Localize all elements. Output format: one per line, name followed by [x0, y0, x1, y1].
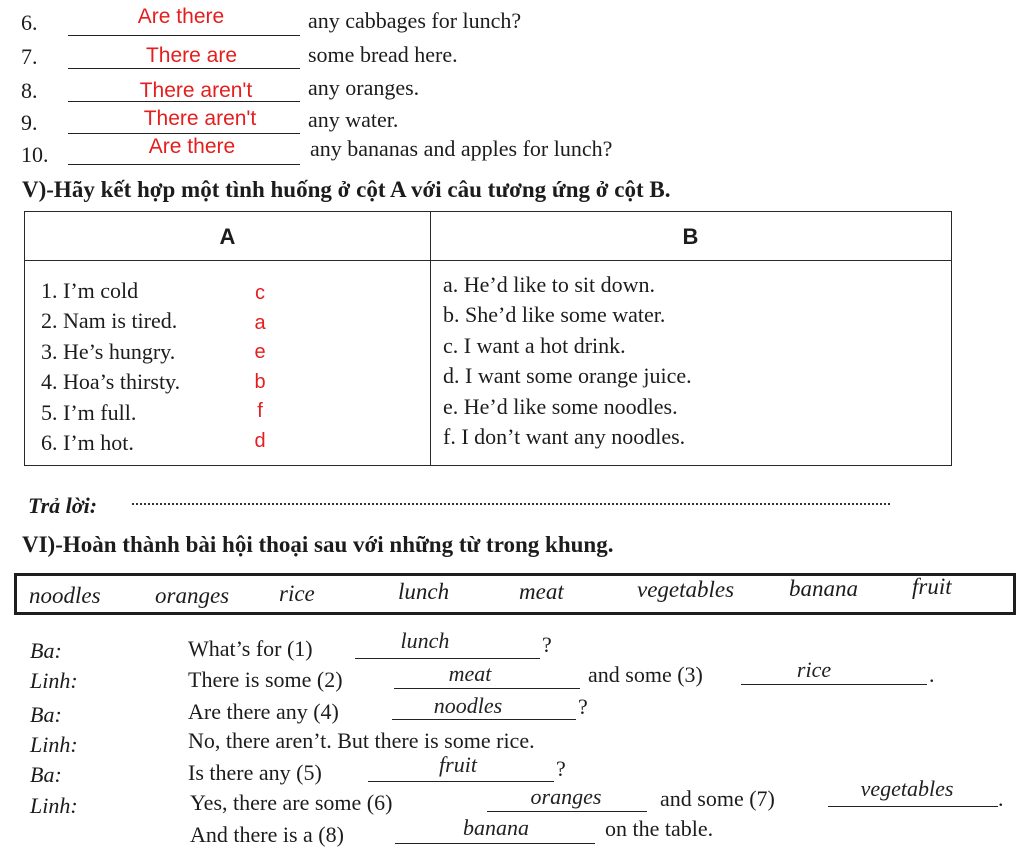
sentence-text: any water.: [308, 107, 399, 132]
matching-table: [24, 211, 952, 466]
item-number: 7.: [21, 44, 38, 69]
dialogue-blank[interactable]: [394, 688, 580, 689]
sentence-text: some bread here.: [308, 42, 458, 67]
list-item: c. I want a hot drink.: [443, 332, 626, 358]
dialogue-blank[interactable]: [487, 811, 647, 812]
sentence-text: any oranges.: [308, 75, 420, 100]
answer-blank[interactable]: [68, 68, 300, 69]
list-item: d. I want some orange juice.: [443, 363, 692, 389]
handwritten-answer: rice: [796, 657, 832, 682]
dialogue-text: and some (3): [588, 662, 703, 687]
list-item: 5. I’m full.: [41, 399, 137, 425]
exercise-6-heading: VI)-Hoàn thành bài hội thoại sau với những từ trong khung.: [22, 532, 614, 557]
list-item: 3. He’s hungry.: [41, 338, 176, 364]
speaker-label: Ba:: [30, 702, 62, 727]
column-b-header: B: [682, 224, 699, 249]
dialogue-text: .: [998, 786, 1004, 811]
answer-label: Trả lời:: [28, 493, 98, 518]
dialogue-text: ?: [578, 694, 588, 719]
answer-letter: e: [254, 341, 266, 363]
answer-letter: d: [254, 429, 266, 452]
speaker-label: Linh:: [30, 668, 78, 693]
speaker-label: Linh:: [30, 793, 78, 818]
dialogue-blank[interactable]: [368, 781, 554, 782]
item-number: 9.: [21, 110, 38, 135]
dialogue-text: No, there aren’t. But there is some rice.: [188, 728, 535, 753]
handwritten-answer: There aren't: [139, 79, 253, 102]
handwritten-answer: vegetables: [860, 776, 954, 801]
word-box-item: banana: [789, 576, 858, 601]
exercise-5-heading: V)-Hãy kết hợp một tình huống ở cột A với câu tương ứng ở cột B.: [22, 177, 671, 202]
speaker-label: Linh:: [30, 732, 78, 757]
list-item: 4. Hoa’s thirsty.: [41, 369, 181, 395]
dialogue-text: on the table.: [605, 816, 714, 841]
handwritten-answer: fruit: [439, 752, 477, 777]
dialogue-text: .: [929, 662, 935, 687]
answer-letter: f: [257, 400, 263, 422]
handwritten-answer: There are: [145, 44, 238, 67]
sentence-text: any bananas and apples for lunch?: [310, 136, 613, 161]
header-divider: [25, 260, 951, 261]
answer-letter: b: [254, 370, 266, 393]
item-number: 8.: [21, 78, 38, 103]
answer-blank[interactable]: [68, 35, 300, 36]
dialogue-text: What’s for (1): [188, 636, 313, 661]
dialogue-text: Is there any (5): [188, 760, 322, 785]
list-item: f. I don’t want any noodles.: [443, 424, 686, 450]
dialogue-text: ?: [556, 756, 566, 781]
item-number: 6.: [21, 10, 38, 35]
dialogue-blank[interactable]: [828, 806, 998, 807]
dialogue-blank[interactable]: [395, 843, 595, 844]
word-box-item: rice: [279, 581, 315, 606]
word-box-item: fruit: [912, 574, 952, 599]
handwritten-answer: banana: [463, 815, 529, 840]
answer-dotted-line[interactable]: [132, 503, 890, 505]
dialogue-text: and some (7): [660, 786, 775, 811]
word-box-item: oranges: [155, 583, 230, 608]
list-item: 2. Nam is tired.: [41, 308, 178, 334]
speaker-label: Ba:: [30, 762, 62, 787]
dialogue-text: There is some (2): [188, 667, 343, 692]
list-item: 6. I’m hot.: [41, 430, 134, 456]
item-number: 10.: [21, 142, 49, 167]
column-a-header: A: [219, 224, 236, 249]
dialogue-blank[interactable]: [355, 658, 540, 659]
handwritten-answer: Are there: [148, 135, 236, 158]
speaker-label: Ba:: [30, 638, 62, 663]
list-item: b. She’d like some water.: [443, 302, 666, 328]
handwritten-match-answers: [250, 279, 270, 456]
handwritten-answer: noodles: [433, 693, 503, 718]
handwritten-answer: meat: [448, 661, 492, 686]
answer-letter: c: [255, 282, 265, 304]
word-box: [14, 573, 1016, 615]
word-box-item: noodles: [29, 583, 101, 608]
handwritten-answer: There aren't: [143, 107, 257, 130]
word-box-item: lunch: [398, 579, 450, 604]
list-item: e. He’d like some noodles.: [443, 393, 678, 419]
dialogue-text: Yes, there are some (6): [190, 790, 393, 815]
handwritten-answer: Are there: [137, 5, 225, 28]
dialogue-text: And there is a (8): [190, 822, 344, 847]
dialogue-text: Are there any (4): [188, 699, 339, 724]
word-box-item: meat: [519, 579, 564, 604]
sentence-text: any cabbages for lunch?: [308, 8, 522, 33]
list-item: a. He’d like to sit down.: [443, 272, 656, 297]
column-a-list: [41, 276, 180, 458]
column-b-list: [443, 270, 692, 452]
handwritten-answer: lunch: [400, 628, 450, 653]
handwritten-answer: oranges: [530, 784, 602, 809]
dialogue-blank[interactable]: [741, 684, 927, 685]
dialogue-text: ?: [542, 632, 552, 657]
answer-blank[interactable]: [68, 164, 300, 165]
answer-blank[interactable]: [68, 133, 300, 134]
dialogue-blank[interactable]: [392, 719, 576, 720]
answer-letter: a: [254, 311, 266, 334]
list-item: 1. I’m cold: [41, 278, 139, 303]
word-box-item: vegetables: [637, 577, 735, 602]
